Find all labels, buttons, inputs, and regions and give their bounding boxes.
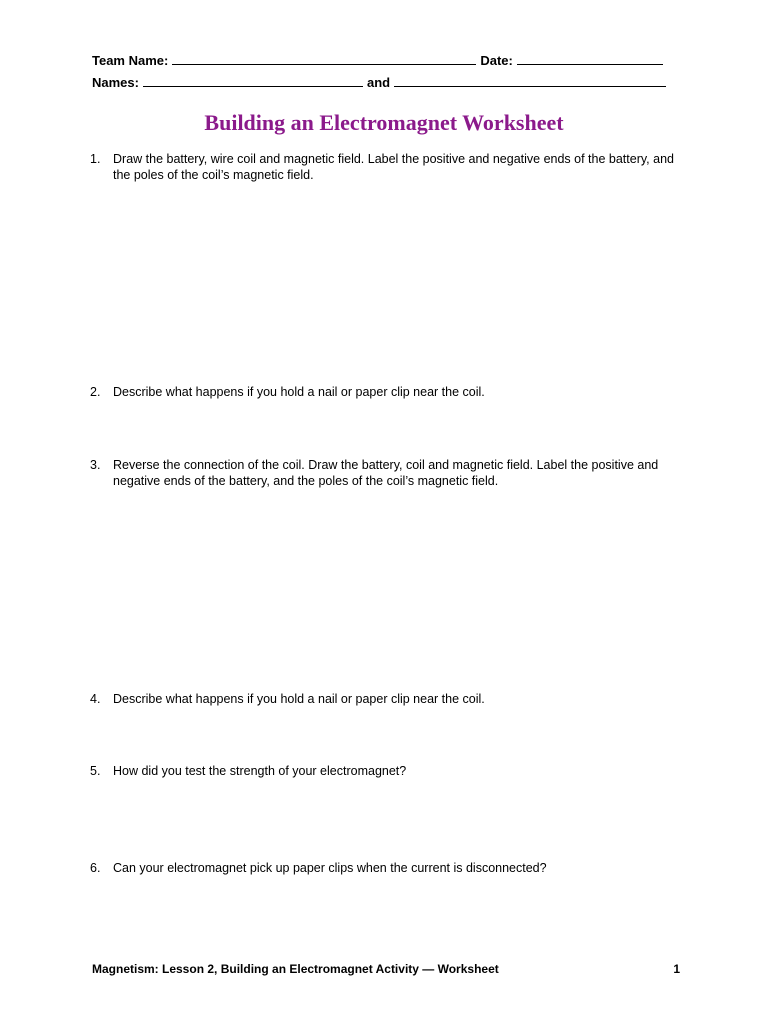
name-field-2[interactable] <box>394 74 666 87</box>
question-4 <box>90 691 680 707</box>
team-name-field[interactable] <box>172 52 476 65</box>
page-footer <box>92 962 680 976</box>
question-3 <box>90 457 680 489</box>
question-number: 6. <box>90 861 101 875</box>
and-label: and <box>366 75 391 90</box>
question-number: 1. <box>90 152 101 166</box>
question-text: Draw the battery, wire coil and magnetic field. Label the positive and negative ends of the battery, and the poles of the coil’s magnetic field. <box>113 152 674 182</box>
question-6 <box>90 860 680 876</box>
date-label: Date: <box>480 53 513 68</box>
question-text: How did you test the strength of your electromagnet? <box>113 764 407 778</box>
names-label: Names: <box>92 75 139 90</box>
team-name-label: Team Name: <box>92 53 169 68</box>
page-number: 1 <box>673 962 680 976</box>
question-number: 3. <box>90 458 101 472</box>
question-number: 4. <box>90 692 101 706</box>
date-field[interactable] <box>517 52 663 65</box>
question-number: 2. <box>90 385 101 399</box>
question-5 <box>90 763 680 779</box>
question-2 <box>90 384 680 400</box>
team-date-line <box>92 52 667 68</box>
footer-text: Magnetism: Lesson 2, Building an Electromagnet Activity — Worksheet <box>92 962 499 976</box>
name-field-1[interactable] <box>143 74 363 87</box>
question-text: Can your electromagnet pick up paper clips when the current is disconnected? <box>113 861 547 875</box>
worksheet-title: Building an Electromagnet Worksheet <box>204 110 564 135</box>
question-1 <box>90 151 680 183</box>
question-text: Reverse the connection of the coil. Draw the battery, coil and magnetic field. Label the positive and negative ends of the battery, and the poles of the coil’s magnetic field. <box>113 458 659 488</box>
question-text: Describe what happens if you hold a nail or paper clip near the coil. <box>113 385 485 399</box>
question-text: Describe what happens if you hold a nail or paper clip near the coil. <box>113 692 485 706</box>
question-number: 5. <box>90 764 101 778</box>
names-line <box>92 74 670 90</box>
